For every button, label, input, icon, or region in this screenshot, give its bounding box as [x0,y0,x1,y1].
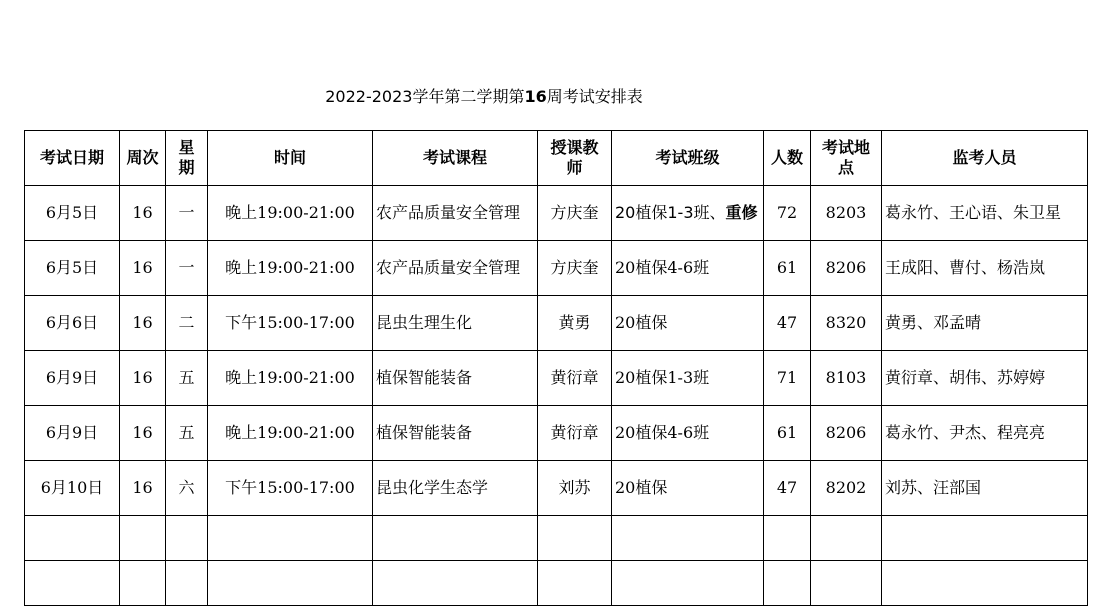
cell-course: 农产品质量安全管理 [373,186,538,241]
cell-week: 16 [120,296,166,351]
empty-cell [811,516,882,561]
cell-teacher: 方庆奎 [538,241,612,296]
empty-cell [166,561,208,606]
header-proctors: 监考人员 [882,131,1088,186]
cell-time: 晚上19:00-21:00 [208,186,373,241]
empty-cell [612,561,764,606]
cell-class: 20植保4-6班 [612,241,764,296]
header-room-line1: 考试地 [821,138,870,157]
empty-row [25,561,1088,606]
empty-cell [208,561,373,606]
empty-cell [538,561,612,606]
empty-cell [25,516,120,561]
cell-course: 植保智能装备 [373,351,538,406]
cell-time: 下午15:00-17:00 [208,461,373,516]
header-course: 考试课程 [373,131,538,186]
cell-date: 6月9日 [25,406,120,461]
cell-class: 20植保1-3班 [612,351,764,406]
cell-week: 16 [120,186,166,241]
empty-cell [882,516,1088,561]
cell-room: 8203 [811,186,882,241]
empty-cell [882,561,1088,606]
cell-class: 20植保 [612,296,764,351]
header-weekday-line1: 星 [178,138,195,157]
title-suffix: 周考试安排表 [546,87,643,106]
header-count: 人数 [764,131,811,186]
header-teacher-line2: 师 [566,158,583,177]
cell-weekday: 六 [166,461,208,516]
empty-cell [166,516,208,561]
cell-weekday: 二 [166,296,208,351]
cell-proctors: 刘苏、汪部国 [882,461,1088,516]
header-time: 时间 [208,131,373,186]
table-row [25,186,1088,241]
cell-teacher: 黄衍章 [538,406,612,461]
cell-count: 72 [764,186,811,241]
cell-count: 47 [764,296,811,351]
cell-teacher: 黄衍章 [538,351,612,406]
header-teacher-line1: 授课教 [550,138,599,157]
cell-count: 61 [764,241,811,296]
header-row [25,131,1088,186]
cell-proctors: 葛永竹、王心语、朱卫星 [882,186,1088,241]
cell-time: 晚上19:00-21:00 [208,406,373,461]
header-week: 周次 [120,131,166,186]
table-row [25,406,1088,461]
header-date: 考试日期 [25,131,120,186]
cell-time: 下午15:00-17:00 [208,296,373,351]
header-weekday [166,131,208,186]
cell-count: 47 [764,461,811,516]
cell-proctors: 黄勇、邓孟晴 [882,296,1088,351]
cell-date: 6月9日 [25,351,120,406]
empty-cell [120,561,166,606]
cell-class-extra: 重修 [725,203,758,222]
page-title [0,86,968,108]
cell-week: 16 [120,461,166,516]
cell-course: 植保智能装备 [373,406,538,461]
empty-cell [373,516,538,561]
cell-weekday: 五 [166,351,208,406]
empty-cell [811,561,882,606]
header-class: 考试班级 [612,131,764,186]
cell-date: 6月5日 [25,241,120,296]
table-row [25,351,1088,406]
header-weekday-line2: 期 [178,158,195,177]
empty-cell [538,516,612,561]
table-row [25,296,1088,351]
cell-week: 16 [120,241,166,296]
cell-week: 16 [120,406,166,461]
cell-date: 6月5日 [25,186,120,241]
exam-schedule-table [24,130,1088,606]
cell-room: 8103 [811,351,882,406]
cell-count: 71 [764,351,811,406]
cell-proctors: 王成阳、曹付、杨浩岚 [882,241,1088,296]
table-row [25,461,1088,516]
empty-cell [208,516,373,561]
header-room-line2: 点 [837,158,854,177]
cell-room: 8206 [811,406,882,461]
cell-weekday: 一 [166,186,208,241]
empty-cell [764,561,811,606]
cell-weekday: 一 [166,241,208,296]
cell-course: 农产品质量安全管理 [373,241,538,296]
cell-date: 6月10日 [25,461,120,516]
cell-time: 晚上19:00-21:00 [208,351,373,406]
empty-cell [764,516,811,561]
cell-course: 昆虫生理生化 [373,296,538,351]
cell-room: 8320 [811,296,882,351]
cell-proctors: 黄衍章、胡伟、苏婷婷 [882,351,1088,406]
cell-week: 16 [120,351,166,406]
cell-room: 8206 [811,241,882,296]
cell-teacher: 方庆奎 [538,186,612,241]
cell-count: 61 [764,406,811,461]
title-prefix: 2022-2023学年第二学期第 [325,87,525,106]
cell-proctors: 葛永竹、尹杰、程亮亮 [882,406,1088,461]
empty-cell [25,561,120,606]
cell-weekday: 五 [166,406,208,461]
cell-room: 8202 [811,461,882,516]
cell-course: 昆虫化学生态学 [373,461,538,516]
cell-class-main: 20植保1-3班、 [615,203,726,222]
empty-cell [373,561,538,606]
empty-row [25,516,1088,561]
cell-class: 20植保4-6班 [612,406,764,461]
cell-time: 晚上19:00-21:00 [208,241,373,296]
table-row [25,241,1088,296]
cell-class: 20植保 [612,461,764,516]
cell-date: 6月6日 [25,296,120,351]
empty-cell [120,516,166,561]
header-teacher [538,131,612,186]
empty-cell [612,516,764,561]
cell-teacher: 黄勇 [538,296,612,351]
cell-class [612,186,764,241]
cell-teacher: 刘苏 [538,461,612,516]
title-week-number: 16 [524,87,547,106]
header-room [811,131,882,186]
